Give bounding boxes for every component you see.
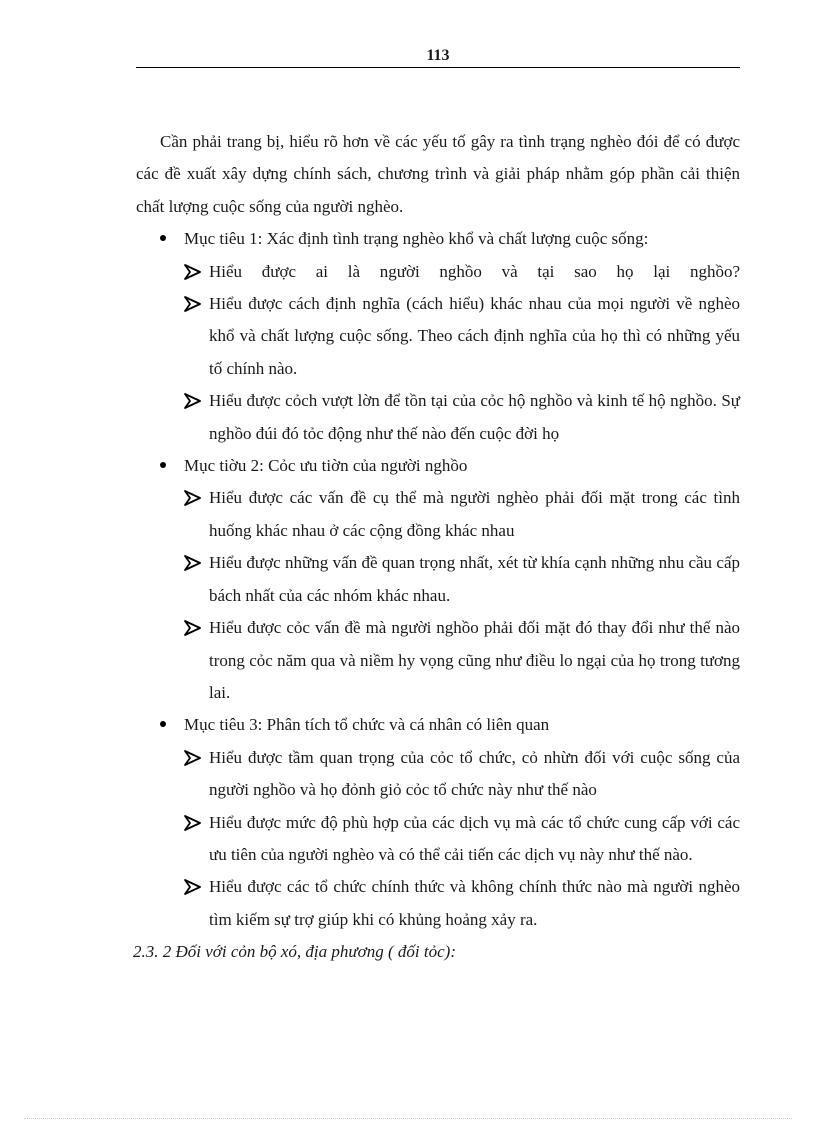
objective-1-title: Mục tiêu 1: Xác định tình trạng nghèo khổ và chất lượng cuộc sống: [184,229,649,249]
bullet-icon [160,721,166,727]
page-bottom-border [24,1118,792,1119]
objective-3-item-2-text: Hiểu được mức độ phù hợp của các dịch vụ mà các tổ chức cung cấp với các ưu tiên của người nghèo và có thể cải tiến các dịch vụ này như thế nào. [209,812,740,864]
arrowhead-bullet-icon [184,547,202,579]
arrowhead-bullet-icon [184,871,202,903]
objective-3-item-1 [136,742,740,807]
objective-1-item-1 [136,256,740,288]
objective-3-item-1-text: Hiểu được tầm quan trọng của cỏc tổ chức, cỏ nhừn đối với cuộc sống của người nghồo và họ đỏnh giỏ cỏc tổ chức này như thế nào [209,747,740,800]
objective-1-item-2 [136,288,740,385]
objective-1-item-3 [136,385,740,450]
objective-1-bullet [136,223,740,255]
arrowhead-bullet-icon [184,612,202,644]
arrowhead-bullet-icon [184,256,202,288]
bullet-icon [160,462,166,468]
intro-paragraph: Cần phải trang bị, hiểu rõ hơn về các yếu tố gây ra tình trạng nghèo đói để có được các đề xuất xây dựng chính sách, chương trình và giải pháp nhằm góp phần cải thiện chất lượng cuộc sống của người nghèo. [136,132,740,216]
objective-2-item-2 [136,547,740,612]
arrowhead-bullet-icon [184,288,202,320]
objective-2-title: Mục tiờu 2: Cỏc ưu tiờn của người nghồo [184,456,468,476]
objective-3-bullet [136,709,740,741]
objective-2-item-1-text: Hiểu được các vấn đề cụ thể mà người nghèo phải đối mặt trong các tình huống khác nhau ở các cộng đồng khác nhau [209,488,740,540]
objective-1-item-1-text: Hiểu được ai là người nghồo và tại sao họ lại nghồo? [209,261,740,281]
arrowhead-bullet-icon [184,482,202,514]
objective-3-item-2 [136,807,740,872]
objective-2-bullet [136,450,740,482]
objective-2-item-2-text: Hiểu được những vấn đề quan trọng nhất, xét từ khía cạnh những nhu cầu cấp bách nhất của các nhóm khác nhau. [209,553,740,605]
objective-3-item-3-text: Hiểu được các tổ chức chính thức và không chính thức nào mà người nghèo tìm kiếm sự trợ giúp khi có khủng hoảng xảy ra. [209,877,740,929]
header-rule [136,67,740,68]
section-heading: 2.3. 2 Đối với cỏn bộ xó, địa phương ( đối tỏc): [133,942,456,962]
objective-1-item-3-text: Hiểu được cỏch vượt lờn để tồn tại của cỏc hộ nghồo và kinh tế hộ nghồo. Sự nghồo đúi đó tỏc động như thế nào đến cuộc đời họ [209,391,740,443]
page-body [133,126,740,969]
objective-2-item-3 [136,612,740,709]
bullet-icon [160,235,166,241]
objective-2-item-3-text: Hiểu được cỏc vấn đề mà người nghồo phải đối mặt đó thay đổi như thế nào trong cỏc năm qua và niềm hy vọng cũng như điều lo ngại của họ trong tương lai. [209,618,740,702]
page-number: 113 [426,47,450,64]
arrowhead-bullet-icon [184,742,202,774]
objective-3-item-3 [136,871,740,936]
objective-1-item-2-text: Hiểu được cách định nghĩa (cách hiểu) khác nhau của mọi người về nghèo khổ và chất lượng cuộc sống. Theo cách định nghĩa của họ thì có những yếu tố chính nào. [209,294,740,378]
objective-2-item-1 [136,482,740,547]
objective-3-title: Mục tiêu 3: Phân tích tổ chức và cá nhân có liên quan [184,715,550,735]
arrowhead-bullet-icon [184,385,202,417]
arrowhead-bullet-icon [184,807,202,839]
